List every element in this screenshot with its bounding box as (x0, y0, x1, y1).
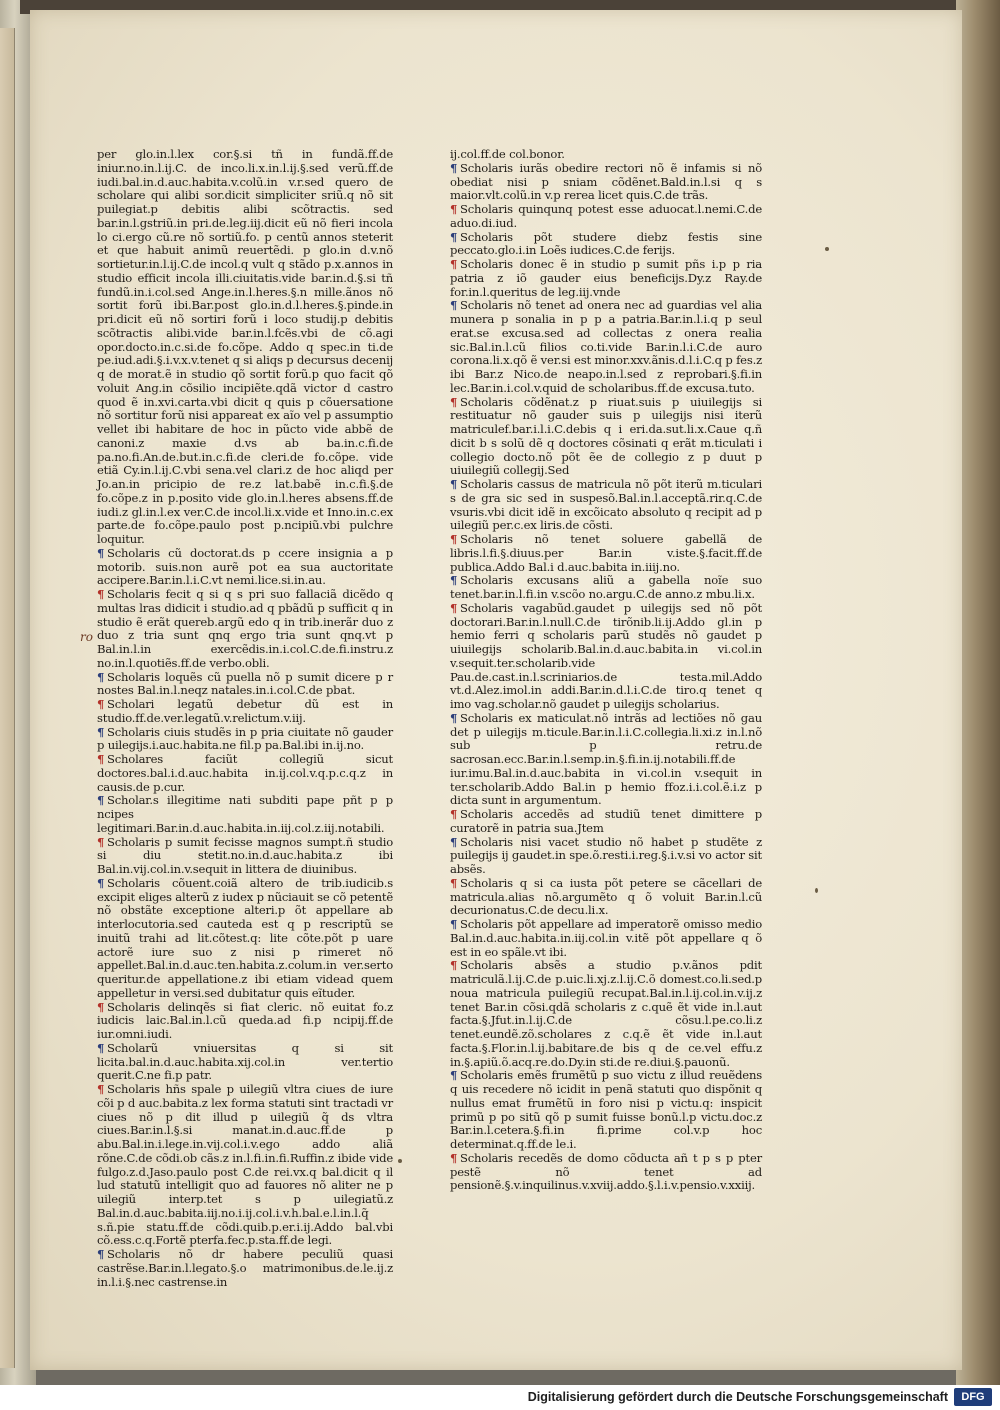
paragraph-mark-icon: ¶ (450, 477, 458, 491)
right-text-column (450, 148, 762, 1193)
paragraph-mark-icon: ¶ (450, 958, 458, 973)
funding-notice: Digitalisierung gefördert durch die Deutsche Forschungsgemeinschaft (527, 1390, 948, 1404)
text-entry (97, 1248, 393, 1289)
entry-text: Scholaris iurãs obedire rectori nõ ẽ infamis si nõ obediat nisi p sniam cõdẽnet.Bald.in.l.si q s maior.vlt.colũ.in v.p rerea licet quis.C.de trãs. (450, 160, 762, 203)
entry-text: ij.col.ff.de col.bonor. (450, 147, 565, 161)
entry-text: Scholaris cũ doctorat.ds p ccere insignia a p motorib. suis.non aurẽ pot ea sua auctoritate accipere.Bar.in.l.i.C.vt nemi.lice.si.in.au. (97, 545, 393, 588)
text-entry (450, 959, 762, 1069)
text-entry (450, 231, 762, 259)
text-entry (450, 602, 762, 712)
text-entry (97, 1001, 393, 1042)
right-page-stack (956, 0, 1000, 1385)
paragraph-mark-icon: ¶ (450, 202, 458, 216)
entry-text: Scholares faciũt collegiũ sicut doctores.bal.i.d.auc.habita in.ij.col.v.q.p.c.q.z in causis.de p.cur. (97, 752, 393, 794)
paragraph-mark-icon: ¶ (450, 917, 458, 931)
entry-text: Scholaris loquẽs cũ puella nõ p sumit dicere p r nostes Bal.in.l.neqz natales.in.i.col.C.de pbat. (97, 669, 393, 698)
entry-text: Scholaris donec ẽ in studio p sumit pñs i.p p ria patria z iõ gauder eius beneficijs.Dy.z Ray.de for.in.l.queritus de leg.iij.vnde (450, 257, 762, 299)
paragraph-mark-icon: ¶ (450, 160, 458, 175)
text-entry (97, 877, 393, 1001)
text-entry (97, 726, 393, 754)
paragraph-mark-icon: ¶ (450, 875, 458, 890)
text-entry (450, 299, 762, 395)
text-entry (450, 203, 762, 231)
text-entry (97, 698, 393, 726)
entry-text: Scholaris ex maticulat.nõ intrãs ad lectiões nõ gau det p uilegijs m.ticule.Bar.in.l.i.C.collegia.li.xi.z in.l.nõ sub p retru.de sacrosan.ecc.Bar.in.l.semp.in.§.fi.in.ij.notabili.ff.de iur.imu.Bal.in.d.auc.babita in vi.col.in v.sequit in ter.scholarib.Addo Bal.in p hemio ffoz.i.i.col.ẽ.i.z p dicta sunt in argumentum. (450, 710, 762, 808)
paragraph-mark-icon: ¶ (450, 1150, 458, 1165)
paragraph-mark-icon: ¶ (97, 669, 105, 684)
entry-text: Scholaris nõ tenet soluere gabellã de libris.l.fi.§.diuus.per Bar.in v.iste.§.facit.ff.de publica.Addo Bal.i d.auc.babita in.iiij.no. (450, 532, 762, 574)
text-entry (97, 547, 393, 588)
paragraph-mark-icon: ¶ (97, 697, 105, 711)
text-entry (97, 753, 393, 794)
paragraph-mark-icon: ¶ (450, 573, 458, 588)
paragraph-mark-icon: ¶ (450, 600, 458, 615)
entry-text: Scholaris excusans aliũ a gabella noĩe suo tenet.bar.in.l.fi.in v.scõo no.argu.C.de anno.z mbu.li.x. (450, 573, 762, 601)
paragraph-mark-icon: ¶ (97, 752, 105, 766)
paragraph-mark-icon: ¶ (97, 724, 105, 739)
book-page (30, 10, 962, 1370)
entry-text: Scholaris vagabũd.gaudet p uilegijs sed nõ põt doctorari.Bar.in.l.null.C.de tirõnib.li.ij.Addo gl.in p hemio ferri q scholaris parũ studẽs nõ gaudet p uiuilegijs scholarib.Bal.in.d.auc.babita.in vi.col.in v.sequit.ter.scholarib.vide Pau.de.cast.in.l.scriniarios.de testa.mil.Addo vt.d.Alez.imol.in addi.Bar.in.d.l.i.C.de tiro.q tenet q imo vag.scholar.nõ gaudet p uilegijs scholarius. (450, 600, 762, 711)
entry-text: Scholaris fecit q si q s pri suo fallaciã dicẽdo q multas lras didicit i studio.ad q pbãdũ p sufficit q in studio ẽ erãt quereb.argũ edo q in trib.inerãr duo z duo z tria sunt qnq ergo tria sunt qnq.vt p Bal.in.l.in exercẽdis.in.i.col.C.de.fi.instru.z no.in.l.quotiẽs.ff.de verbo.obli. (97, 587, 393, 670)
entry-text: Scholaris p sumit fecisse magnos sumpt.ñ studio si diu stetit.no.in.d.auc.habita.z ibi Bal.in.vij.col.in.v.sequit in littera de diuinibus. (97, 834, 393, 876)
text-entry (97, 671, 393, 699)
paragraph-mark-icon: ¶ (97, 875, 105, 890)
text-entry (450, 478, 762, 533)
margin-annotation: ro (80, 630, 93, 644)
entry-text: Scholaris nisi vacet studio nõ habet p studẽte z puilegijs ij gaudet.in spe.õ.resti.i.reg.§.i.v.si vo actor sit absẽs. (450, 834, 762, 876)
text-entry (450, 396, 762, 479)
entry-text: Scholaris quinqunq potest esse aduocat.l.nemi.C.de aduo.di.iud. (450, 202, 762, 230)
text-entry (450, 808, 762, 836)
entry-text: Scholaris accedẽs ad studiũ tenet dimittere p curatorẽ in patria sua.Jtem (450, 807, 762, 835)
text-entry (450, 1152, 762, 1193)
entry-text: Scholaris absẽs a studio p.v.ãnos pdit matriculã.l.ij.C.de p.uic.li.xj.z.l.ij.C.õ domest.co.li.sed.p noua matricula puilegiũ recupat.Bal.in.l.ij.col.in.v.ij.z tenet Bar.in cõsi.qdã scholaris z c.quẽ ẽt vide in.l.aut facta.§.Jfut.in.l.ij.C.de cõsu.l.pe.co.li.z tenet.eundẽ.zõ.scholares z c.q.ẽ ẽt vide in.l.aut facta.§.Flor.in.l.ij.babitare.de bis q de ce.vel effu.z in.§.apiũ.õ.acq.re.do.Dy.in sti.de re.diui.§.pauonũ. (450, 958, 762, 1069)
text-entry (450, 533, 762, 574)
entry-text: Scholaris cassus de matricula nõ põt iterũ m.ticulari s de gra sic sed in suspesõ.Bal.in.l.acceptã.rir.q.C.de vsuris.vbi dicit idẽ in excõicato absoluto q recipit ad p uilegiũ per.c.ex liris.de cõsti. (450, 477, 762, 533)
entry-text: Scholaris põt appellare ad imperatorẽ omisso medio Bal.in.d.auc.habita.in.iij.col.in v.itẽ põt appellare q õ est in eo spãle.vt ibi. (450, 917, 762, 959)
text-entry (97, 148, 393, 547)
paragraph-mark-icon: ¶ (97, 1082, 105, 1096)
paragraph-mark-icon: ¶ (450, 532, 458, 546)
paragraph-mark-icon: ¶ (450, 257, 458, 271)
text-entry (450, 712, 762, 808)
text-entry (97, 1042, 393, 1083)
entry-text: Scholaris cõuent.coiã altero de trib.iudicib.s excipit eliges alterũ z iudex p nũciauit se cõ petentẽ nõ obstãte exceptione alteri.p õt appellare ab interlocutoria.sed cauteda est q p rescriptũ se inuitũ trahi ad lit.cõtest.q: lite cõte.põt p uare actorẽ iure suo z nisi p rimeret nõ appellet.Bal.in.d.auc.ten.habita.z.colum.in ver.serto queritur.de appellatione.z ibi etiam videad quem appelletur in versi.sed dubitatur quis eĩtuder. (97, 875, 393, 1000)
text-entry (450, 162, 762, 203)
text-entry (97, 588, 393, 671)
text-entry (450, 836, 762, 877)
entry-text: per glo.in.l.lex cor.§.si tñ in fundã.ff.de iniur.no.in.l.ij.C. de inco.li.x.in.l.ij.§.sed verũ.ff.de iudi.bal.in.d.auc.habita.v.colũ.in v.r.sed quero de scholare qui alibi sor.dicit simpliciter sriũ.q nõ sit puilegiat.p debitis alibi scõtractis. sed bar.in.l.gstriũ.in pri.de.leg.iij.dicit eũ nõ fieri incola lo ci.ergo cũ.re nõ sortiũ.fo. p centũ annos steterit et que habuit animũ reuertẽdi. p glo.in d.v.nõ sortietur.in.l.ij.C.de incol.q vult q stãdo p.x.annos in studio efficit incola illi.ciuitatis.vide bar.in.d.§.si tñ fundũ.in.i.col.sed Ange.in.l.heres.§.n mille.ãnos nõ sortit forũ ibi.Bar.post glo.in.d.l.heres.§.pinde.in pri.dicit eũ nõ sortiri forũ i loco studij.p debitis scõtractis alibi.vide bar.in.l.fcẽs.vbi de cõ.agi opor.docto.in.c.si.de fo.cõpe. Addo q spec.in ti.de pe.iud.adi.§.i.v.x.v.tenet q si aliqs p decursus decenij q de morat.ẽ in studio qõ sortit forũ.p quo facit qõ voluit Ang.in cõsilio incipiẽte.qdã victor d castro quod ẽ in.xvi.carta.vbi dicit q quis p cõuersatione nõ sortitur forũ nisi appareat ex aĩo vel p assumptio vellet ibi habitare de hoc in pũcto vide abbẽ de canoni.z maxie d.vs ab ba.in.c.fi.de pa.no.fi.An.de.but.in.c.fi.de cleri.de fo.cõpe. vide etiã Cy.in.l.ij.C.vbi sena.vel clari.z de hoc aliqd per Jo.an.in pricipio de re.z lat.babẽ in.c.fi.§.de fo.cõpe.z in p.posito vide glo.in.l.heres absens.ff.de iudi.z gl.in.l.ex ver.C.de incol.li.x.vide et Inno.in.c.ex parte.de fo.cõpe.paulo post p.ncipiũ.vbi pulchre loquitur. (97, 147, 393, 546)
entry-text: Scholaris põt studere diebz festis sine peccato.glo.i.in Loẽs iudices.C.de ferijs. (450, 229, 762, 258)
paragraph-mark-icon: ¶ (450, 807, 458, 821)
entry-text: Scholaris nõ tenet ad onera nec ad guardias vel alia munera p sonalia in p p a patria.Bar.in.l.i.q p seul erat.se excusa.sed ad collectas z onera realia sic.Bal.in.l.cũ filios co.ti.vide Bar.in.l.i.C.de auro corona.li.x.qõ ẽ ver.si est minor.xxv.ãnis.d.l.i.C.q p fes.z ibi Bar.z Nico.de neapo.in.l.sed z reprobari.§.fi.in lec.Bar.in.i.col.v.quid de scholaribus.ff.de excusa.tuto. (450, 298, 762, 395)
entry-text: Scholaris delinqẽs si fiat cleric. nõ euitat fo.z iudicis laic.Bal.in.l.cũ queda.ad fi.p ncipij.ff.de iur.omni.iudi. (97, 999, 393, 1041)
text-entry (450, 918, 762, 959)
entry-text: Scholaris q si ca iusta põt petere se cãcellari de matricula.alias nõ.argumẽto q õ voluit Bar.in.l.cũ decurionatus.C.de decu.li.x. (450, 875, 762, 918)
paragraph-mark-icon: ¶ (97, 545, 105, 560)
paper-speck (398, 1159, 402, 1163)
paper-speck (825, 247, 829, 251)
text-entry (450, 258, 762, 299)
paragraph-mark-icon: ¶ (97, 587, 105, 601)
entry-text: Scholari legatũ debetur dũ est in studio.ff.de.ver.legatũ.v.relictum.v.iij. (97, 697, 393, 725)
book-binding (0, 28, 15, 1368)
paragraph-mark-icon: ¶ (450, 298, 458, 313)
text-entry (97, 836, 393, 877)
footer-bar (0, 1385, 1000, 1410)
entry-text: Scholaris nõ dr habere peculiũ quasi castrẽse.Bar.in.l.legato.§.o matrimonibus.de.le.ij.z in.l.i.§.nec castrense.in (97, 1247, 393, 1289)
entry-text: Scholar.s illegitime nati subditi pape pñt p p ncipes legitimari.Bar.in.d.auc.habita.in.iij.col.z.iij.notabili. (97, 793, 393, 835)
text-entry (450, 148, 762, 162)
entry-text: Scholaris cõdẽnat.z p riuat.suis p uiuilegijs si restituatur nõ gauder suis p uilegijs nisi iterũ matriculef.bar.i.l.i.C.debis q i eri.da.sut.li.x.Caue q.ñ dicit b s solũ dẽ q doctores cõsinati q erãt m.ticulati i collegio docto.nõ põt ẽe de collegio z p duut p uiuilegiũ collegij.Sed (450, 394, 762, 478)
paragraph-mark-icon: ¶ (450, 710, 458, 725)
dfg-logo: DFG (954, 1388, 992, 1406)
paragraph-mark-icon: ¶ (97, 999, 105, 1014)
entry-text: Scholaris ciuis studẽs in p pria ciuitate nõ gauder p uilegijs.i.auc.habita.ne fil.p pa.Bal.ibi in.ij.no. (97, 724, 393, 753)
entry-text: Scholaris recedẽs de domo cõducta añ t p s p pter pestẽ nõ tenet ad pensionẽ.§.v.inquilinus.v.xviij.addo.§.l.i.v.pensio.v.xxiij. (450, 1150, 762, 1193)
paragraph-mark-icon: ¶ (450, 229, 458, 244)
entry-text: Scholarũ vniuersitas q si sit licita.bal.in.d.auc.habita.xij.col.in ver.tertio querit.C.ne fi.p patr. (97, 1040, 393, 1083)
paper-speck (815, 888, 818, 893)
text-entry (97, 794, 393, 835)
paragraph-mark-icon: ¶ (450, 1068, 458, 1083)
left-text-column (97, 148, 393, 1289)
paragraph-mark-icon: ¶ (450, 834, 458, 849)
paragraph-mark-icon: ¶ (97, 1247, 105, 1261)
text-entry (450, 574, 762, 602)
entry-text: Scholaris emẽs frumẽtũ p suo victu z illud reuẽdens q uis recedere nõ icidit in penã statuti quo dispõnit q nullus emat frumẽtũ in foro nisi p victu.q: inspicit primũ p po sitũ qõ p sumit fuisse bonũ.l.p victu.doc.z Bar.in.l.cetera.§.fi.in fi.prime col.v.p hoc determinat.q.ff.de le.i. (450, 1068, 762, 1151)
paragraph-mark-icon: ¶ (97, 834, 105, 849)
text-entry (450, 877, 762, 918)
entry-text: Scholaris hñs spale p uilegiũ vltra ciues de iure cõi p d auc.babita.z lex forma statuti sint tractadi vr ciues nõ p dit illud p uilegiũ q̃ ds vltra ciues.Bar.in.l.§.si manat.in.d.auc.ff.de p abu.Bal.in.i.lege.in.vij.col.i.v.ego addo aliã rõne.C.de cõdi.ob cãs.z in.l.fi.in.fi.Ruffin.z ibide vide fulgo.z.d.Jaso.paulo post C.de rei.vx.q bal.dicit q il lud statutũ intelligit quo ad fauores nõ aliter ne p uilegiũ interp.tet s p uilegiatũ.z Bal.in.d.auc.babita.iij.no.i.ij.col.i.v.h.bal.e.l.in.l.q̃ s.ñ.pie statu.ff.de cõdi.quib.p.er.i.ij.Addo bal.vbi cõ.ess.c.q.Fortẽ pterfa.fec.p.sta.ff.de legi. (97, 1082, 393, 1248)
paragraph-mark-icon: ¶ (97, 793, 105, 808)
text-entry (450, 1069, 762, 1152)
text-entry (97, 1083, 393, 1248)
paragraph-mark-icon: ¶ (450, 394, 458, 409)
paragraph-mark-icon: ¶ (97, 1040, 105, 1055)
